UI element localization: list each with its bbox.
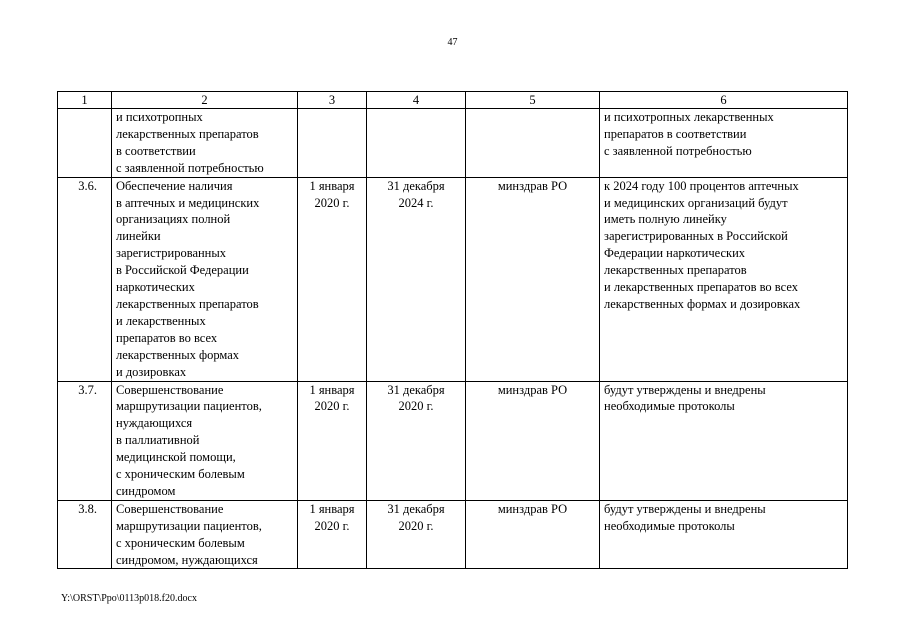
row-number xyxy=(58,109,112,178)
end-date-cell: 31 декабря 2020 г. xyxy=(367,381,466,500)
start-date-cell xyxy=(298,109,367,178)
end-date-cell: 31 декабря 2020 г. xyxy=(367,500,466,569)
table-row xyxy=(58,177,848,381)
result-cell: будут утверждены и внедрены необходимые протоколы xyxy=(600,500,848,569)
row-number: 3.6. xyxy=(58,177,112,381)
responsible-cell xyxy=(466,109,600,178)
row-number: 3.8. xyxy=(58,500,112,569)
end-date-cell: 31 декабря 2024 г. xyxy=(367,177,466,381)
column-header: 6 xyxy=(600,92,848,109)
footer-file-path: Y:\ORST\Ppo\0113p018.f20.docx xyxy=(61,593,197,604)
row-number: 3.7. xyxy=(58,381,112,500)
result-cell: к 2024 году 100 процентов аптечных и медицинских организаций будут иметь полную линейку зарегистрированных в Российской Федерации наркотических лекарственных препаратов и лекарственных препаратов во всех лекарственных формах и дозировках xyxy=(600,177,848,381)
column-header: 5 xyxy=(466,92,600,109)
start-date-cell: 1 января 2020 г. xyxy=(298,381,367,500)
page-number: 47 xyxy=(447,37,458,48)
activity-cell: Обеспечение наличия в аптечных и медицинских организациях полной линейки зарегистрированных в Российской Федерации наркотических лекарственных препаратов и лекарственных препаратов во всех лекарственных формах и дозировках xyxy=(112,177,298,381)
activity-cell: и психотропных лекарственных препаратов в соответствии с заявленной потребностью xyxy=(112,109,298,178)
responsible-cell: минздрав РО xyxy=(466,177,600,381)
table-row xyxy=(58,109,848,178)
responsible-cell: минздрав РО xyxy=(466,500,600,569)
column-header: 1 xyxy=(58,92,112,109)
end-date-cell xyxy=(367,109,466,178)
activity-table xyxy=(57,91,848,569)
start-date-cell: 1 января 2020 г. xyxy=(298,177,367,381)
start-date-cell: 1 января 2020 г. xyxy=(298,500,367,569)
table-header-row xyxy=(58,92,848,109)
activity-cell: Совершенствование маршрутизации пациентов, нуждающихся в паллиативной медицинской помощи, с хроническим болевым синдромом xyxy=(112,381,298,500)
table-row xyxy=(58,381,848,500)
result-cell: и психотропных лекарственных препаратов в соответствии с заявленной потребностью xyxy=(600,109,848,178)
column-header: 3 xyxy=(298,92,367,109)
column-header: 2 xyxy=(112,92,298,109)
table-row xyxy=(58,500,848,569)
result-cell: будут утверждены и внедрены необходимые протоколы xyxy=(600,381,848,500)
column-header: 4 xyxy=(367,92,466,109)
responsible-cell: минздрав РО xyxy=(466,381,600,500)
activity-cell: Совершенствование маршрутизации пациентов, с хроническим болевым синдромом, нуждающихся xyxy=(112,500,298,569)
